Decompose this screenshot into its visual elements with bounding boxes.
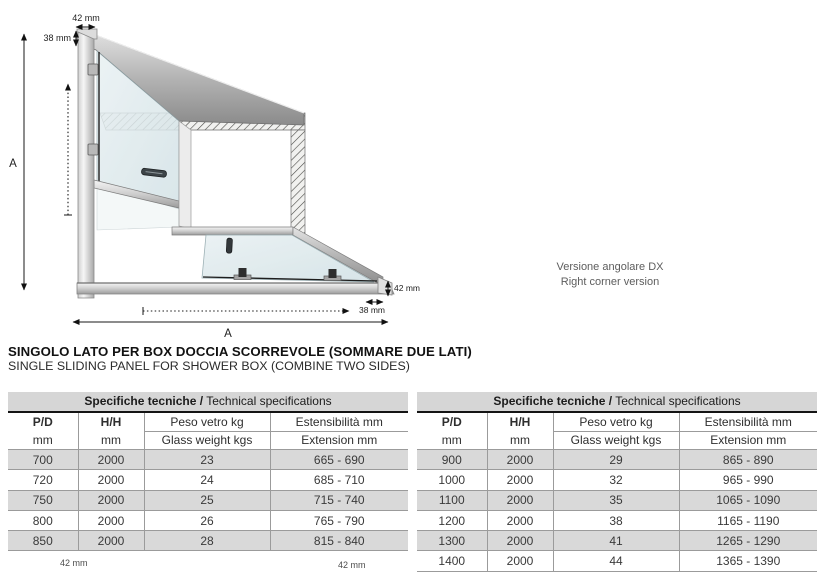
table-caption-plain: Technical specifications bbox=[615, 394, 741, 408]
hinge-bracket-top bbox=[88, 64, 98, 75]
table-cell: 25 bbox=[144, 490, 270, 510]
table-cell: 2000 bbox=[78, 510, 144, 530]
version-note-it: Versione angolare DX bbox=[556, 261, 664, 273]
table-cell: 2000 bbox=[487, 450, 553, 470]
table-cell: 765 - 790 bbox=[270, 510, 408, 530]
table-row bbox=[417, 470, 817, 490]
table-cell: 2000 bbox=[487, 551, 553, 571]
dim-top-width-label: 42 mm bbox=[72, 13, 100, 23]
column-subheader: Extension mm bbox=[679, 431, 817, 450]
table-cell: 23 bbox=[144, 450, 270, 470]
dim-right-height-label: 42 mm bbox=[394, 283, 420, 293]
spec-table bbox=[8, 413, 408, 551]
column-header: Peso vetro kg bbox=[144, 413, 270, 431]
table-row bbox=[417, 490, 817, 510]
table-cell: 665 - 690 bbox=[270, 450, 408, 470]
table-cell: 1165 - 1190 bbox=[679, 510, 817, 530]
table-row bbox=[8, 510, 408, 530]
table-grid bbox=[8, 413, 408, 551]
table-caption-bold: Specifiche tecniche / bbox=[84, 394, 204, 408]
table-caption-bold: Specifiche tecniche / bbox=[493, 394, 613, 408]
table-cell: 1300 bbox=[417, 531, 487, 551]
table-cell: 2000 bbox=[78, 490, 144, 510]
table-cell: 41 bbox=[553, 531, 679, 551]
sill-end-cap bbox=[378, 277, 392, 295]
column-header: Estensibilità mm bbox=[679, 413, 817, 431]
version-note bbox=[515, 260, 705, 290]
table-cell: 1000 bbox=[417, 470, 487, 490]
table-cell: 2000 bbox=[487, 470, 553, 490]
table-row bbox=[417, 450, 817, 470]
table-cell: 1265 - 1290 bbox=[679, 531, 817, 551]
table-caption bbox=[8, 392, 408, 413]
table-grid bbox=[417, 413, 817, 572]
table-caption bbox=[417, 392, 817, 413]
table-row bbox=[417, 531, 817, 551]
column-header: H/H mm bbox=[78, 413, 144, 450]
table-cell: 1100 bbox=[417, 490, 487, 510]
spec-table-left bbox=[8, 392, 408, 551]
table-cell: 800 bbox=[8, 510, 78, 530]
spec-table-right bbox=[417, 392, 817, 572]
column-subheader: Glass weight kgs bbox=[553, 431, 679, 450]
column-header: Peso vetro kg bbox=[553, 413, 679, 431]
table-cell: 2000 bbox=[487, 490, 553, 510]
table-cell: 44 bbox=[553, 551, 679, 571]
table-cell: 850 bbox=[8, 531, 78, 551]
column-subheader: Glass weight kgs bbox=[144, 431, 270, 450]
table-cell: 865 - 890 bbox=[679, 450, 817, 470]
table-cell: 700 bbox=[8, 450, 78, 470]
column-header: P/D mm bbox=[417, 413, 487, 450]
table-cell: 35 bbox=[553, 490, 679, 510]
column-subheader: Extension mm bbox=[270, 431, 408, 450]
footer-dim-label-left: 42 mm bbox=[60, 558, 88, 568]
table-row bbox=[8, 450, 408, 470]
hinge-bracket-mid bbox=[88, 144, 98, 155]
bottom-top-rail-flat bbox=[172, 227, 293, 235]
version-note-en: Right corner version bbox=[560, 276, 660, 288]
table-cell: 32 bbox=[553, 470, 679, 490]
table-cell: 900 bbox=[417, 450, 487, 470]
table-cell: 1200 bbox=[417, 510, 487, 530]
footer-dim-label-right: 42 mm bbox=[338, 560, 366, 570]
bottom-sill bbox=[77, 283, 394, 294]
table-row bbox=[417, 510, 817, 530]
title-block bbox=[8, 345, 788, 373]
table-cell: 815 - 840 bbox=[270, 531, 408, 551]
dim-right-offset-label: 38 mm bbox=[359, 305, 385, 315]
table-caption-plain: Technical specifications bbox=[206, 394, 332, 408]
bottom-panel-assembly bbox=[77, 227, 394, 295]
table-cell: 2000 bbox=[78, 450, 144, 470]
table-cell: 29 bbox=[553, 450, 679, 470]
table-cell: 685 - 710 bbox=[270, 470, 408, 490]
column-header: Estensibilità mm bbox=[270, 413, 408, 431]
table-cell: 1365 - 1390 bbox=[679, 551, 817, 571]
table-cell: 715 - 740 bbox=[270, 490, 408, 510]
table-cell: 24 bbox=[144, 470, 270, 490]
table-cell: 720 bbox=[8, 470, 78, 490]
column-header: P/D mm bbox=[8, 413, 78, 450]
table-cell: 2000 bbox=[487, 510, 553, 530]
table-cell: 2000 bbox=[78, 531, 144, 551]
door-handle-bottom bbox=[226, 238, 232, 253]
dim-width-label: A bbox=[224, 328, 232, 340]
dim-top-height-label: 38 mm bbox=[43, 33, 71, 43]
table-cell: 28 bbox=[144, 531, 270, 551]
spec-table bbox=[417, 413, 817, 572]
table-cell: 2000 bbox=[78, 470, 144, 490]
table-cell: 1400 bbox=[417, 551, 487, 571]
page-title-italian: SINGOLO LATO PER BOX DOCCIA SCORREVOLE (SOMMARE DUE LATI) bbox=[8, 344, 472, 359]
table-cell: 965 - 990 bbox=[679, 470, 817, 490]
column-header: H/H mm bbox=[487, 413, 553, 450]
table-row bbox=[8, 531, 408, 551]
table-row bbox=[417, 551, 817, 571]
shower-box-technical-drawing bbox=[0, 0, 420, 345]
table-cell: 2000 bbox=[487, 531, 553, 551]
table-cell: 38 bbox=[553, 510, 679, 530]
corner-channel bbox=[179, 121, 191, 229]
table-cell: 750 bbox=[8, 490, 78, 510]
page-title-english: SINGLE SLIDING PANEL FOR SHOWER BOX (COMBINE TWO SIDES) bbox=[8, 359, 410, 373]
table-row bbox=[8, 490, 408, 510]
table-cell: 26 bbox=[144, 510, 270, 530]
dim-height-label: A bbox=[9, 158, 17, 170]
table-row bbox=[8, 470, 408, 490]
table-cell: 1065 - 1090 bbox=[679, 490, 817, 510]
